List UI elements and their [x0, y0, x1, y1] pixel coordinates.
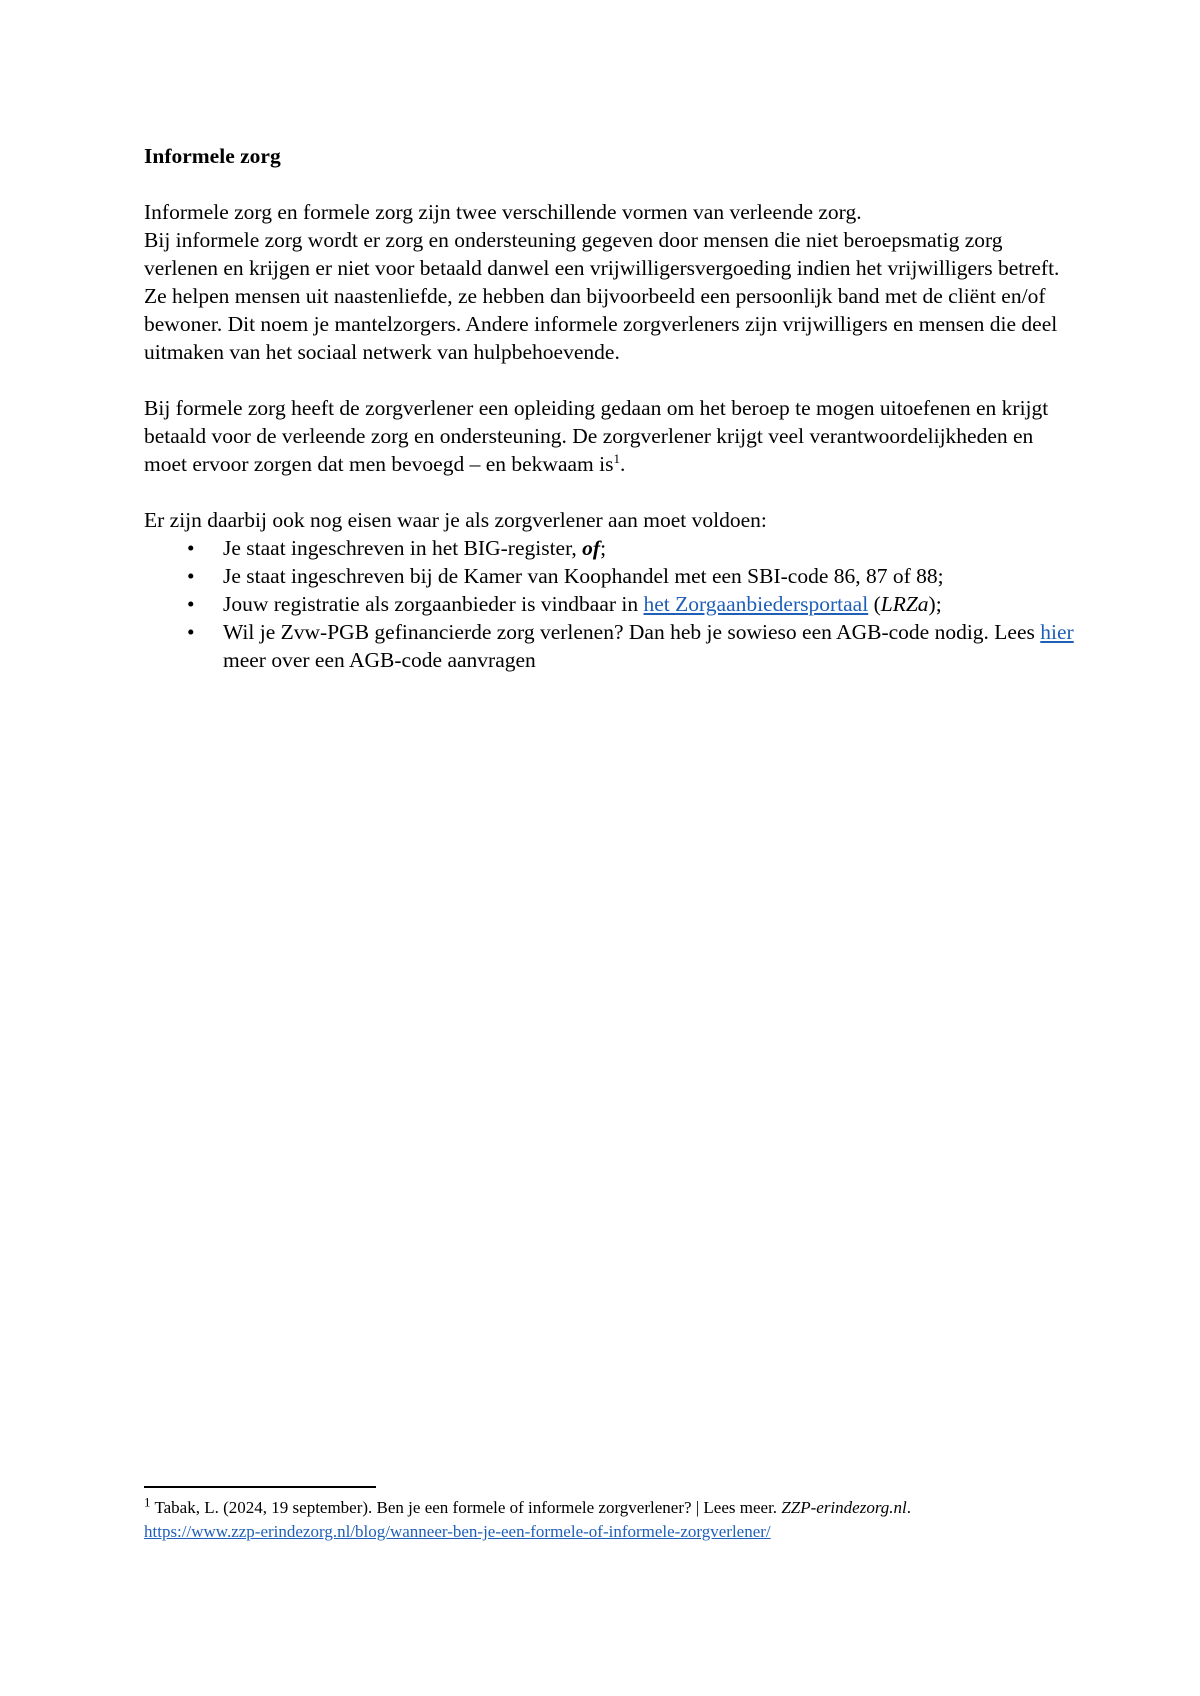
footnote-source: ZZP-erindezorg.nl	[781, 1498, 907, 1517]
list-item-text: Je staat ingeschreven bij de Kamer van Koophandel met een SBI-code 86, 87 of 88;	[223, 564, 944, 588]
zorgaanbiedersportaal-link[interactable]: het Zorgaanbiedersportaal	[643, 592, 869, 616]
list-item-end: meer over een AGB-code aanvragen	[223, 648, 536, 672]
paragraph-spacer	[144, 478, 1074, 506]
paragraph-spacer	[144, 366, 1074, 394]
list-item-emphasis: of	[582, 536, 601, 560]
section-heading: Informele zorg	[144, 144, 281, 168]
footnote-citation	[144, 1496, 1074, 1520]
document-body	[144, 142, 1074, 674]
list-item-end: ;	[600, 536, 607, 560]
list-item-text: Jouw registratie als zorgaanbieder is vindbaar in	[223, 592, 644, 616]
requirements-intro: Er zijn daarbij ook nog eisen waar je als zorgverlener aan moet voldoen:	[144, 508, 767, 532]
footnote-text: Tabak, L. (2024, 19 september). Ben je een formele of informele zorgverlener? | Lees meer.	[150, 1498, 782, 1517]
paragraph-intro-line: Informele zorg en formele zorg zijn twee verschillende vormen van verleende zorg.	[144, 200, 862, 224]
list-item-end: );	[928, 592, 942, 616]
list-item-kvk	[144, 562, 1074, 590]
agb-info-link[interactable]: hier	[1040, 620, 1074, 644]
list-item-text: Wil je Zvw-PGB gefinancierde zorg verlenen? Dan heb je sowieso een AGB-code nodig. Lees	[223, 620, 1041, 644]
list-item-text: Je staat ingeschreven in het BIG-register,	[223, 536, 583, 560]
paragraph-formal-care-text: Bij formele zorg heeft de zorgverlener een opleiding gedaan om het beroep te mogen uitoefenen en krijgt betaald voor de verleende zorg en ondersteuning. De zorgverlener krijgt veel verantwoordelijkheden en moet ervoor zorgen dat men bevoegd – en bekwaam is	[144, 396, 1049, 476]
requirements-list	[144, 534, 1074, 674]
footnote-reference[interactable]: 1	[613, 450, 620, 466]
paragraph-formal-care	[144, 394, 1074, 478]
list-item-italic: LRZa	[880, 592, 929, 616]
paragraph-informal-care: Bij informele zorg wordt er zorg en ondersteuning gegeven door mensen die niet beroepsmatig zorg verlenen en krijgen er niet voor betaald danwel een vrijwilligersvergoeding indien het vrijwilligers betreft. Ze helpen mensen uit naastenliefde, ze hebben dan bijvoorbeeld een persoonlijk band met de cliënt en/of bewoner. Dit noem je mantelzorgers. Andere informele zorgverleners zijn vrijwilligers en mensen die deel uitmaken van het sociaal netwerk van hulpbehoevende.	[144, 228, 1060, 364]
footnote-number: 1	[144, 1494, 151, 1510]
list-item-big-register	[144, 534, 1074, 562]
footnote-separator	[144, 1486, 376, 1488]
paragraph-end-punctuation: .	[619, 452, 626, 476]
list-item-agb	[144, 618, 1074, 674]
footnote-end: .	[906, 1498, 912, 1517]
footnote-url-link[interactable]: https://www.zzp-erindezorg.nl/blog/wanneer-ben-je-een-formele-of-informele-zorgverlener/	[144, 1522, 771, 1541]
list-item-text: (	[868, 592, 881, 616]
footnote	[144, 1496, 1074, 1544]
list-item-lrza	[144, 590, 1074, 618]
